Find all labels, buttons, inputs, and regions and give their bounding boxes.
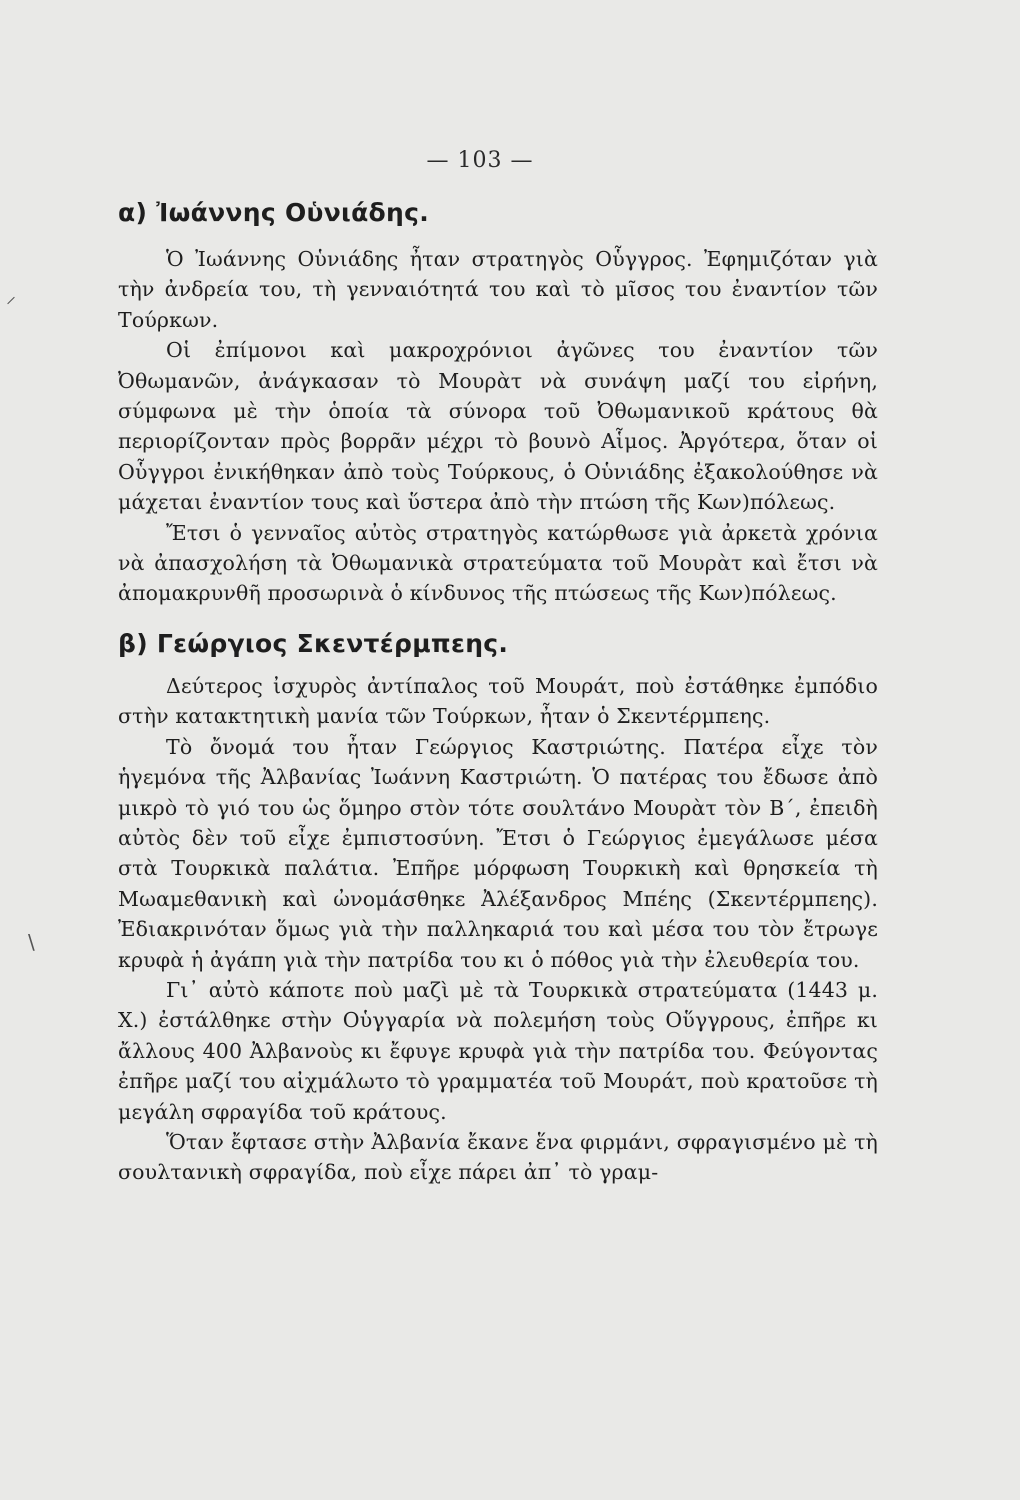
body-text: [118, 192, 878, 1188]
margin-mark-top: ⸍: [6, 292, 16, 316]
section-heading-b: β) Γεώργιος Σκεντέρμπεης.: [118, 628, 509, 658]
paragraph: Τὸ ὄνομά του ἦταν Γεώργιος Καστριώτης. Πατέρα εἶχε τὸν ἡγεμόνα τῆς Ἀλβανίας Ἰωάννη Καστριώτη. Ὁ πατέρας του ἔδωσε ἀπὸ μικρὸ τὸ γιό του ὡς ὅμηρο στὸν τότε σουλτάνο Μουρὰτ τὸν Β΄, ἐπειδὴ αὐτὸς δὲν τοῦ εἶχε ἐμπιστοσύνη. Ἔτσι ὁ Γεώργιος ἐμεγάλωσε μέσα στὰ Τουρκικὰ παλάτια. Ἐπῆρε μόρφωση Τουρκικὴ καὶ θρησκεία τὴ Μωαμεθανικὴ καὶ ὠνομάσθηκε Ἀλέξανδρος Μπέης (Σκεντέρμπεης). Ἐδιακρινόταν ὅμως γιὰ τὴν παλληκαριά του καὶ μέσα του τὸν ἔτρωγε κρυφὰ ἡ ἀγάπη γιὰ τὴν πατρίδα του κι ὁ πόθος γιὰ τὴν ἐλευθερία του.: [118, 734, 878, 972]
paragraph: Γι᾿ αὐτὸ κάποτε ποὺ μαζὶ μὲ τὰ Τουρκικὰ στρατεύματα (1443 μ. Χ.) ἐστάλθηκε στὴν Οὑγγαρία νὰ πολεμήση τοὺς Οὕγγρους, ἐπῆρε κι ἄλλους 400 Ἀλβανοὺς κι ἔφυγε κρυφὰ γιὰ τὴν πατρίδα του. Φεύγοντας ἐπῆρε μαζί του αἰχμάλωτο τὸ γραμματέα τοῦ Μουράτ, ποὺ κρατοῦσε τὴ μεγάλη σφραγίδα τοῦ κράτους.: [118, 977, 878, 1124]
paragraph: Οἱ ἐπίμονοι καὶ μακροχρόνιοι ἀγῶνες του ἐναντίον τῶν Ὀθωμανῶν, ἀνάγκασαν τὸ Μουρὰτ νὰ συνάψη μαζί του εἰρήνη, σύμφωνα μὲ τὴν ὁποία τὰ σύνορα τοῦ Ὀθωμανικοῦ κράτους θὰ περιορίζονταν πρὸς βορρᾶν μέχρι τὸ βουνὸ Αἷμος. Ἀργότερα, ὅταν οἱ Οὗγγροι ἐνικήθηκαν ἀπὸ τοὺς Τούρκους, ὁ Οὑνιάδης ἐξακολούθησε νὰ μάχεται ἐναντίον τους καὶ ὕστερα ἀπὸ τὴν πτώση τῆς Κων)πόλεως.: [118, 338, 878, 515]
paragraph: Ὅταν ἔφτασε στὴν Ἀλβανία ἔκανε ἕνα φιρμάνι, σφραγισμένο μὲ τὴ σουλτανικὴ σφραγίδα, ποὺ εἶχε πάρει ἀπ᾿ τὸ γραμ-: [118, 1129, 878, 1185]
section-heading-a: α) Ἰωάννης Οὑνιάδης.: [118, 198, 430, 227]
margin-mark-middle: \: [28, 930, 35, 954]
paragraph: Ὁ Ἰωάννης Οὑνιάδης ἦταν στρατηγὸς Οὗγγρος. Ἐφημιζόταν γιὰ τὴν ἀνδρεία του, τὴ γενναιότητά του καὶ τὸ μῖσος του ἐναντίον τῶν Τούρκων.: [118, 247, 878, 332]
paragraph: Δεύτερος ἰσχυρὸς ἀντίπαλος τοῦ Μουράτ, ποὺ ἐστάθηκε ἐμπόδιο στὴν κατακτητικὴ μανία τῶν Τούρκων, ἦταν ὁ Σκεντέρμπεης.: [118, 673, 878, 729]
page-number: — 103 —: [426, 148, 534, 173]
paragraph: Ἔτσι ὁ γενναῖος αὐτὸς στρατηγὸς κατώρθωσε γιὰ ἀρκετὰ χρόνια νὰ ἀπασχολήση τὰ Ὀθωμανικὰ στρατεύματα τοῦ Μουρὰτ καὶ ἔτσι νὰ ἀπομακρυνθῆ προσωρινὰ ὁ κίνδυνος τῆς πτώσεως τῆς Κων)πόλεως.: [118, 520, 878, 606]
